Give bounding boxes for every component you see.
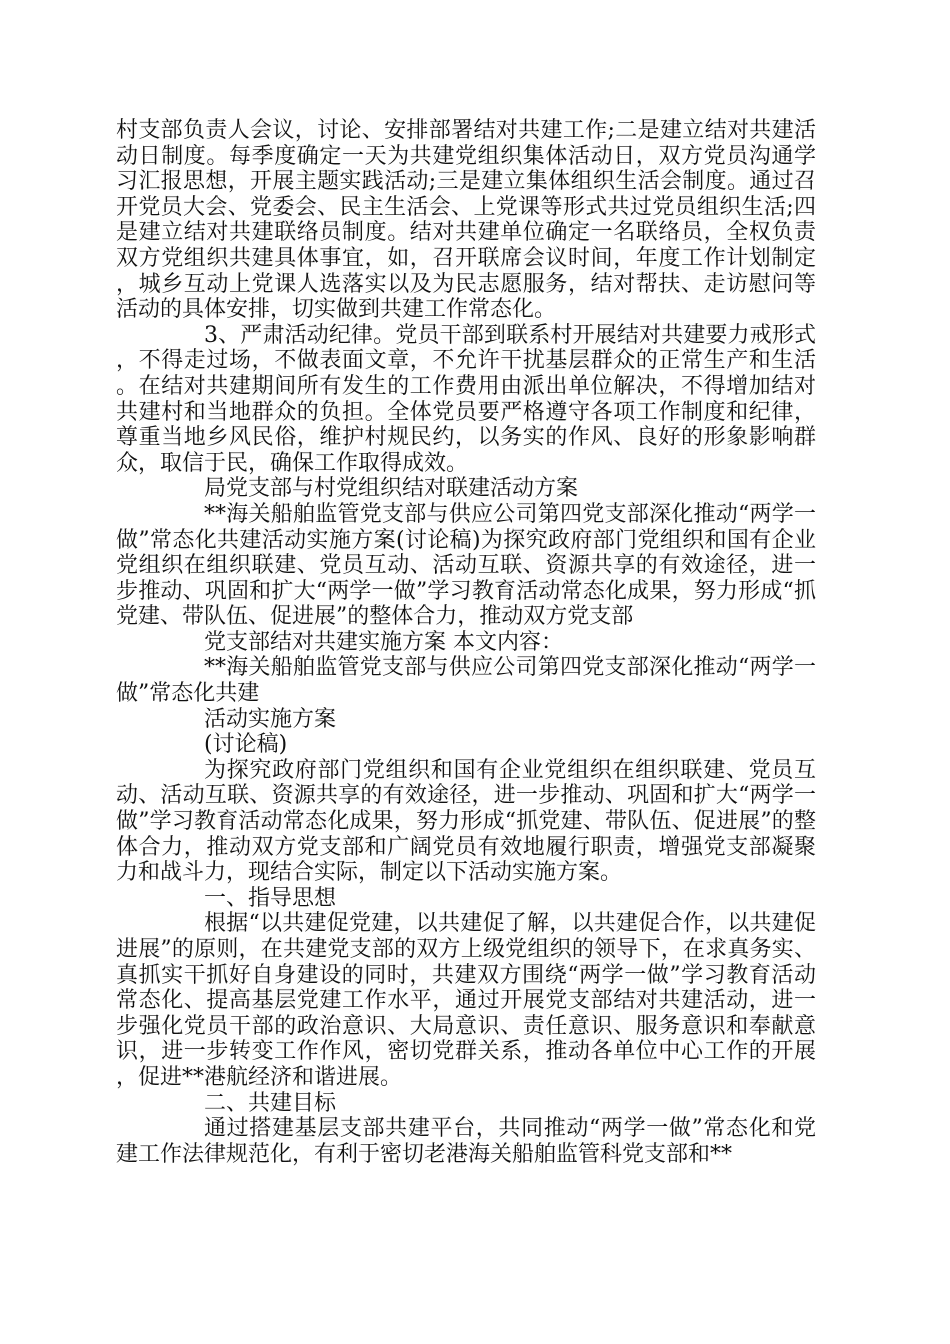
paragraph-1: 村支部负责人会议，讨论、安排部署结对共建工作;二是建立结对共建活动日制度。每季度确定一天为共建党组织集体活动日，双方党员沟通学习汇报思想，开展主题实践活动;三是建立集体组织生活会制度。通过召开党员大会、党委会、民主生活会、上党课等形式共过党员组织生活;四是建立结对共建联络员制度。结对共建单位确定一名联络员，全权负责双方党组织共建具体事宜，如，召开联席会议时间，年度工作计划制定，城乡互动上党课人选落实以及为民志愿服务，结对帮扶、走访慰问等活动的具体安排，切实做到共建工作常态化。 (116, 118, 816, 323)
draft-note: (讨论稿) (204, 732, 288, 758)
heading-goals: 二、共建目标 (204, 1090, 337, 1116)
paragraph-2: 3、严肃活动纪律。党员干部到联系村开展结对共建要力戒形式，不得走过场，不做表面文章，不允许干扰基层群众的正常生产和生活。在结对共建期间所有发生的工作费用由派出单位解决，不得增加结对共建村和当地群众的负担。全体党员要严格遵守各项工作制度和纪律，尊重当地乡风民俗，维护村规民约，以务实的作风、良好的形象影响群众，取信于民，确保工作取得成效。 (116, 322, 816, 476)
content-label: 党支部结对共建实施方案 本文内容： (204, 629, 563, 655)
paragraph-intro: **海关船舶监管党支部与供应公司第四党支部深化推动“两学一做”常态化共建活动实施方案(讨论稿)为探究政府部门党组织和国有企业党组织在组织联建、党员互动、活动互联、资源共享的有效途径，进一步推动、巩固和扩大“两学一做”学习教育活动常态化成果，努力形成“抓党建、带队伍、促进展”的整体合力，推动双方党支部 (116, 501, 816, 630)
paragraph-guiding-thought: 根据“以共建促党建，以共建促了解，以共建促合作，以共建促进展”的原则，在共建党支部的双方上级党组织的领导下，在求真务实、真抓实干抓好自身建设的同时，共建双方围绕“两学一做”学习教育活动常态化、提高基层党建工作水平，通过开展党支部结对共建活动，进一步强化党员干部的政治意识、大局意识、责任意识、服务意识和奉献意识，进一步转变工作作风，密切党群关系，推动各单位中心工作的开展，促进**港航经济和谐进展。 (116, 911, 816, 1090)
section-title: 局党支部与村党组织结对联建活动方案 (204, 476, 579, 502)
plan-title: **海关船舶监管党支部与供应公司第四党支部深化推动“两学一做”常态化共建 (116, 655, 816, 707)
paragraph-purpose: 为探究政府部门党组织和国有企业党组织在组织联建、党员互动、活动互联、资源共享的有效途径，进一步推动、巩固和扩大“两学一做”学习教育活动常态化成果，努力形成“抓党建、带队伍、促进展”的整体合力，推动双方党支部和广阔党员有效地履行职责，增强党支部凝聚力和战斗力，现结合实际，制定以下活动实施方案。 (116, 757, 816, 886)
plan-subtitle: 活动实施方案 (204, 706, 337, 732)
heading-guiding-thought: 一、指导思想 (204, 885, 337, 911)
document-body (116, 118, 816, 1167)
paragraph-goals: 通过搭建基层支部共建平台，共同推动“两学一做”常态化和党建工作法律规范化，有利于密切老港海关船舶监管科党支部和** (116, 1116, 816, 1167)
